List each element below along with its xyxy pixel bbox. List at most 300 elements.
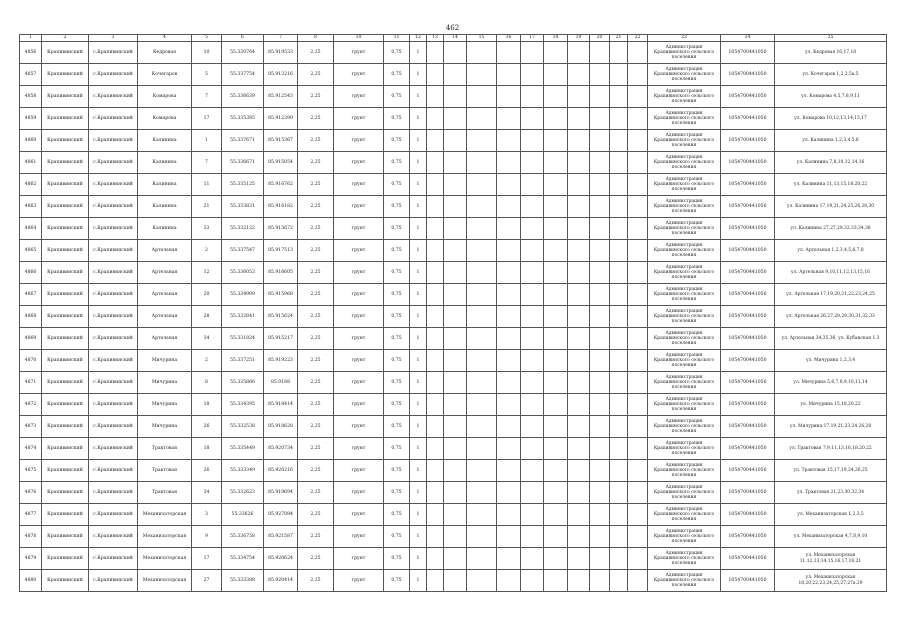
empty-cell (444, 504, 467, 526)
empty-cell (610, 482, 628, 504)
street-cell: Механизаторская (138, 548, 192, 570)
row-id-cell: 4856 (20, 42, 42, 64)
district-cell: Крапивинский (42, 438, 89, 460)
volume-cell: 0,75 (384, 262, 410, 284)
empty-cell (610, 42, 628, 64)
addresses-cell: ул. Трактовая 7,9,11,13,16,18,20,22 (775, 438, 887, 460)
volume-cell: 0,75 (384, 548, 410, 570)
page-number: 462 (445, 24, 460, 32)
empty-cell (521, 262, 544, 284)
empty-cell (544, 526, 568, 548)
longitude-cell: 85.919533 (264, 42, 298, 64)
addresses-cell: ул. Артельная 1,2,3,4,5,6,7,8 (775, 240, 887, 262)
house-cell: 34 (192, 328, 222, 350)
addresses-cell: ул. Калинина 11,13,15,18,20,22 (775, 174, 887, 196)
surface-cell: грунт (334, 284, 384, 306)
empty-cell (467, 240, 497, 262)
table-row (20, 504, 887, 526)
empty-cell (568, 350, 590, 372)
addresses-cell: ул. Мичурина 17,19,21,23,24,26,28 (775, 416, 887, 438)
row-id-cell: 4857 (20, 64, 42, 86)
surface-cell: грунт (334, 460, 384, 482)
table-row (20, 240, 887, 262)
empty-cell (590, 306, 610, 328)
area-cell: 2,25 (298, 504, 334, 526)
empty-cell (444, 548, 467, 570)
addresses-cell: ул. Комарова 10,12,13,14,15,17 (775, 108, 887, 130)
empty-cell (568, 438, 590, 460)
latitude-cell: 55.337671 (222, 130, 264, 152)
empty-cell (497, 372, 521, 394)
row-id-cell: 4866 (20, 262, 42, 284)
ogrn-cell: 1054700441050 (721, 86, 775, 108)
empty-cell (467, 460, 497, 482)
empty-cell (427, 460, 444, 482)
surface-cell: грунт (334, 196, 384, 218)
latitude-cell: 55.335866 (222, 372, 264, 394)
empty-cell (544, 240, 568, 262)
table-row (20, 218, 887, 240)
ogrn-cell: 1054700441050 (721, 284, 775, 306)
row-id-cell: 4863 (20, 196, 42, 218)
latitude-cell: 55.33626 (222, 504, 264, 526)
row-id-cell: 4877 (20, 504, 42, 526)
container-count-cell: 1 (410, 306, 427, 328)
empty-cell (427, 394, 444, 416)
empty-cell (590, 526, 610, 548)
ogrn-cell: 1054700441050 (721, 306, 775, 328)
longitude-cell: 85.916182 (264, 196, 298, 218)
container-count-cell: 1 (410, 350, 427, 372)
container-count-cell: 1 (410, 438, 427, 460)
empty-cell (444, 372, 467, 394)
empty-cell (590, 174, 610, 196)
longitude-cell: 85.917513 (264, 240, 298, 262)
street-cell: Механизаторская (138, 526, 192, 548)
empty-cell (444, 570, 467, 592)
street-cell: Артельная (138, 328, 192, 350)
empty-cell (444, 64, 467, 86)
village-cell: с.Крапивинский (89, 328, 138, 350)
organization-cell: Администрация Крапивинского сельского поселения (648, 152, 721, 174)
empty-cell (544, 306, 568, 328)
empty-cell (444, 394, 467, 416)
empty-cell (628, 86, 648, 108)
column-header: 22 (628, 35, 648, 42)
organization-cell: Администрация Крапивинского сельского поселения (648, 350, 721, 372)
volume-cell: 0,75 (384, 416, 410, 438)
ogrn-cell: 1054700441050 (721, 328, 775, 350)
ogrn-cell: 1054700441050 (721, 526, 775, 548)
empty-cell (544, 460, 568, 482)
ogrn-cell: 1054700441050 (721, 130, 775, 152)
district-cell: Крапивинский (42, 152, 89, 174)
empty-cell (610, 328, 628, 350)
area-cell: 2,25 (298, 460, 334, 482)
area-cell: 2,25 (298, 240, 334, 262)
latitude-cell: 55.332841 (222, 306, 264, 328)
empty-cell (568, 86, 590, 108)
street-cell: Трактовая (138, 438, 192, 460)
empty-cell (628, 284, 648, 306)
latitude-cell: 55.336671 (222, 152, 264, 174)
empty-cell (610, 240, 628, 262)
empty-cell (521, 240, 544, 262)
row-id-cell: 4874 (20, 438, 42, 460)
empty-cell (467, 526, 497, 548)
village-cell: с.Крапивинский (89, 570, 138, 592)
empty-cell (544, 394, 568, 416)
volume-cell: 0,75 (384, 64, 410, 86)
table-row (20, 174, 887, 196)
surface-cell: грунт (334, 548, 384, 570)
volume-cell: 0,75 (384, 482, 410, 504)
empty-cell (467, 196, 497, 218)
area-cell: 2,25 (298, 64, 334, 86)
district-cell: Крапивинский (42, 130, 89, 152)
empty-cell (544, 438, 568, 460)
empty-cell (568, 262, 590, 284)
empty-cell (628, 394, 648, 416)
addresses-cell: ул. Калинина 27,27,29,32,33,34,36 (775, 218, 887, 240)
empty-cell (497, 416, 521, 438)
empty-cell (568, 240, 590, 262)
house-cell: 18 (192, 394, 222, 416)
empty-cell (444, 482, 467, 504)
empty-cell (467, 372, 497, 394)
latitude-cell: 55.333388 (222, 570, 264, 592)
village-cell: с.Крапивинский (89, 394, 138, 416)
surface-cell: грунт (334, 438, 384, 460)
surface-cell: грунт (334, 504, 384, 526)
addresses-cell: ул. Механизаторская 11,12,13,14,15,16,17,18,21 (775, 548, 887, 570)
empty-cell (628, 372, 648, 394)
latitude-cell: 55.334754 (222, 548, 264, 570)
empty-cell (610, 174, 628, 196)
area-cell: 2,25 (298, 262, 334, 284)
empty-cell (521, 284, 544, 306)
empty-cell (590, 328, 610, 350)
district-cell: Крапивинский (42, 240, 89, 262)
empty-cell (427, 306, 444, 328)
empty-cell (628, 416, 648, 438)
column-header: 16 (497, 35, 521, 42)
street-cell: Артельная (138, 240, 192, 262)
empty-cell (610, 438, 628, 460)
longitude-cell: 85.920414 (264, 570, 298, 592)
data-table (19, 34, 887, 592)
table-body (20, 42, 887, 592)
street-cell: Калинина (138, 130, 192, 152)
street-cell: Механизаторская (138, 570, 192, 592)
empty-cell (521, 86, 544, 108)
latitude-cell: 55.337547 (222, 240, 264, 262)
district-cell: Крапивинский (42, 262, 89, 284)
empty-cell (444, 152, 467, 174)
table-row (20, 350, 887, 372)
empty-cell (568, 328, 590, 350)
district-cell: Крапивинский (42, 394, 89, 416)
empty-cell (544, 570, 568, 592)
empty-cell (590, 416, 610, 438)
column-header: 10 (334, 35, 384, 42)
container-count-cell: 1 (410, 152, 427, 174)
empty-cell (544, 482, 568, 504)
empty-cell (628, 130, 648, 152)
ogrn-cell: 1054700441050 (721, 174, 775, 196)
container-count-cell: 1 (410, 328, 427, 350)
surface-cell: грунт (334, 240, 384, 262)
empty-cell (568, 152, 590, 174)
empty-cell (568, 482, 590, 504)
empty-cell (427, 86, 444, 108)
empty-cell (521, 64, 544, 86)
area-cell: 2,25 (298, 438, 334, 460)
empty-cell (610, 262, 628, 284)
empty-cell (590, 108, 610, 130)
row-id-cell: 4858 (20, 86, 42, 108)
volume-cell: 0,75 (384, 394, 410, 416)
empty-cell (568, 372, 590, 394)
table-row (20, 570, 887, 592)
column-header: 7 (264, 35, 298, 42)
empty-cell (444, 460, 467, 482)
empty-cell (610, 394, 628, 416)
table-row (20, 284, 887, 306)
column-header: 24 (721, 35, 775, 42)
village-cell: с.Крапивинский (89, 482, 138, 504)
container-count-cell: 1 (410, 482, 427, 504)
empty-cell (544, 86, 568, 108)
empty-cell (590, 350, 610, 372)
empty-cell (628, 438, 648, 460)
volume-cell: 0,75 (384, 130, 410, 152)
empty-cell (628, 504, 648, 526)
empty-cell (521, 504, 544, 526)
empty-cell (521, 306, 544, 328)
empty-cell (544, 504, 568, 526)
organization-cell: Администрация Крапивинского сельского поселения (648, 306, 721, 328)
table-row (20, 394, 887, 416)
empty-cell (628, 460, 648, 482)
container-count-cell: 1 (410, 262, 427, 284)
empty-cell (628, 64, 648, 86)
ogrn-cell: 1054700441050 (721, 416, 775, 438)
street-cell: Механизаторская (138, 504, 192, 526)
house-cell: 7 (192, 152, 222, 174)
area-cell: 2,25 (298, 218, 334, 240)
row-id-cell: 4859 (20, 108, 42, 130)
table-row (20, 196, 887, 218)
addresses-cell: ул. Комарова 4,5,7,8,9,11 (775, 86, 887, 108)
village-cell: с.Крапивинский (89, 218, 138, 240)
empty-cell (497, 64, 521, 86)
latitude-cell: 55.332623 (222, 482, 264, 504)
empty-cell (444, 526, 467, 548)
house-cell: 11 (192, 174, 222, 196)
surface-cell: грунт (334, 152, 384, 174)
addresses-cell: ул. Мичурина 1,2,3,4 (775, 350, 887, 372)
ogrn-cell: 1054700441050 (721, 108, 775, 130)
empty-cell (544, 130, 568, 152)
area-cell: 2,25 (298, 372, 334, 394)
column-header: 23 (648, 35, 721, 42)
empty-cell (467, 218, 497, 240)
empty-cell (444, 438, 467, 460)
addresses-cell: ул. Калинина 1,2,3,4,5,6 (775, 130, 887, 152)
empty-cell (568, 526, 590, 548)
container-count-cell: 1 (410, 196, 427, 218)
empty-cell (590, 284, 610, 306)
column-header: 21 (610, 35, 628, 42)
village-cell: с.Крапивинский (89, 130, 138, 152)
area-cell: 2,25 (298, 548, 334, 570)
volume-cell: 0,75 (384, 570, 410, 592)
empty-cell (628, 152, 648, 174)
empty-cell (610, 504, 628, 526)
district-cell: Крапивинский (42, 174, 89, 196)
area-cell: 2,25 (298, 130, 334, 152)
row-id-cell: 4868 (20, 306, 42, 328)
area-cell: 2,25 (298, 350, 334, 372)
addresses-cell: ул. Кедровая 16,17,18 (775, 42, 887, 64)
empty-cell (590, 42, 610, 64)
row-id-cell: 4864 (20, 218, 42, 240)
empty-cell (497, 196, 521, 218)
table-row (20, 460, 887, 482)
empty-cell (544, 108, 568, 130)
addresses-cell: ул. Мичурина 15,18,20,22 (775, 394, 887, 416)
longitude-cell: 85.919694 (264, 482, 298, 504)
house-cell: 18 (192, 438, 222, 460)
column-number-row (20, 35, 887, 42)
organization-cell: Администрация Крапивинского сельского поселения (648, 174, 721, 196)
empty-cell (427, 240, 444, 262)
empty-cell (467, 262, 497, 284)
empty-cell (467, 306, 497, 328)
volume-cell: 0,75 (384, 42, 410, 64)
district-cell: Крапивинский (42, 86, 89, 108)
empty-cell (521, 372, 544, 394)
organization-cell: Администрация Крапивинского сельского поселения (648, 42, 721, 64)
empty-cell (568, 130, 590, 152)
street-cell: Мичурина (138, 350, 192, 372)
ogrn-cell: 1054700441050 (721, 482, 775, 504)
row-id-cell: 4867 (20, 284, 42, 306)
longitude-cell: 85.915968 (264, 284, 298, 306)
area-cell: 2,25 (298, 416, 334, 438)
organization-cell: Администрация Крапивинского сельского поселения (648, 64, 721, 86)
organization-cell: Администрация Крапивинского сельского поселения (648, 218, 721, 240)
volume-cell: 0,75 (384, 240, 410, 262)
row-id-cell: 4879 (20, 548, 42, 570)
empty-cell (590, 372, 610, 394)
house-cell: 21 (192, 196, 222, 218)
addresses-cell: ул. Калинина 7,8,10,12,14,16 (775, 152, 887, 174)
column-header: 20 (590, 35, 610, 42)
longitude-cell: 85.913216 (264, 64, 298, 86)
container-count-cell: 1 (410, 218, 427, 240)
empty-cell (497, 328, 521, 350)
empty-cell (610, 460, 628, 482)
street-cell: Комарова (138, 86, 192, 108)
empty-cell (610, 108, 628, 130)
empty-cell (427, 438, 444, 460)
empty-cell (610, 64, 628, 86)
street-cell: Калинина (138, 174, 192, 196)
area-cell: 2,25 (298, 174, 334, 196)
empty-cell (610, 306, 628, 328)
row-id-cell: 4878 (20, 526, 42, 548)
village-cell: с.Крапивинский (89, 152, 138, 174)
volume-cell: 0,75 (384, 350, 410, 372)
ogrn-cell: 1054700441050 (721, 64, 775, 86)
empty-cell (497, 482, 521, 504)
empty-cell (497, 438, 521, 460)
volume-cell: 0,75 (384, 152, 410, 174)
ogrn-cell: 1054700441050 (721, 240, 775, 262)
container-count-cell: 1 (410, 174, 427, 196)
empty-cell (628, 328, 648, 350)
street-cell: Артельная (138, 306, 192, 328)
volume-cell: 0,75 (384, 196, 410, 218)
house-cell: 20 (192, 284, 222, 306)
empty-cell (497, 130, 521, 152)
empty-cell (497, 548, 521, 570)
table-row (20, 86, 887, 108)
street-cell: Мичурина (138, 394, 192, 416)
organization-cell: Администрация Крапивинского сельского поселения (648, 548, 721, 570)
addresses-cell: ул. Механизаторская 18,20,22,23,24,25,27,27а,29 (775, 570, 887, 592)
house-cell: 8 (192, 372, 222, 394)
organization-cell: Администрация Крапивинского сельского поселения (648, 438, 721, 460)
street-cell: Кедровая (138, 42, 192, 64)
district-cell: Крапивинский (42, 372, 89, 394)
volume-cell: 0,75 (384, 328, 410, 350)
table-row (20, 438, 887, 460)
empty-cell (467, 350, 497, 372)
empty-cell (544, 174, 568, 196)
column-header: 19 (568, 35, 590, 42)
container-count-cell: 1 (410, 108, 427, 130)
street-cell: Артельная (138, 284, 192, 306)
addresses-cell: ул. Механизаторская 1,2,3,5 (775, 504, 887, 526)
empty-cell (427, 504, 444, 526)
village-cell: с.Крапивинский (89, 196, 138, 218)
empty-cell (467, 42, 497, 64)
empty-cell (427, 526, 444, 548)
village-cell: с.Крапивинский (89, 504, 138, 526)
village-cell: с.Крапивинский (89, 240, 138, 262)
surface-cell: грунт (334, 416, 384, 438)
latitude-cell: 55.334395 (222, 394, 264, 416)
column-header: 1 (20, 35, 42, 42)
empty-cell (521, 548, 544, 570)
latitude-cell: 55.335385 (222, 108, 264, 130)
empty-cell (590, 64, 610, 86)
volume-cell: 0,75 (384, 526, 410, 548)
latitude-cell: 55.332122 (222, 218, 264, 240)
ogrn-cell: 1054700441050 (721, 196, 775, 218)
column-header: 5 (192, 35, 222, 42)
empty-cell (521, 108, 544, 130)
district-cell: Крапивинский (42, 460, 89, 482)
area-cell: 2,25 (298, 482, 334, 504)
empty-cell (444, 108, 467, 130)
empty-cell (590, 482, 610, 504)
longitude-cell: 85.920216 (264, 460, 298, 482)
empty-cell (628, 262, 648, 284)
